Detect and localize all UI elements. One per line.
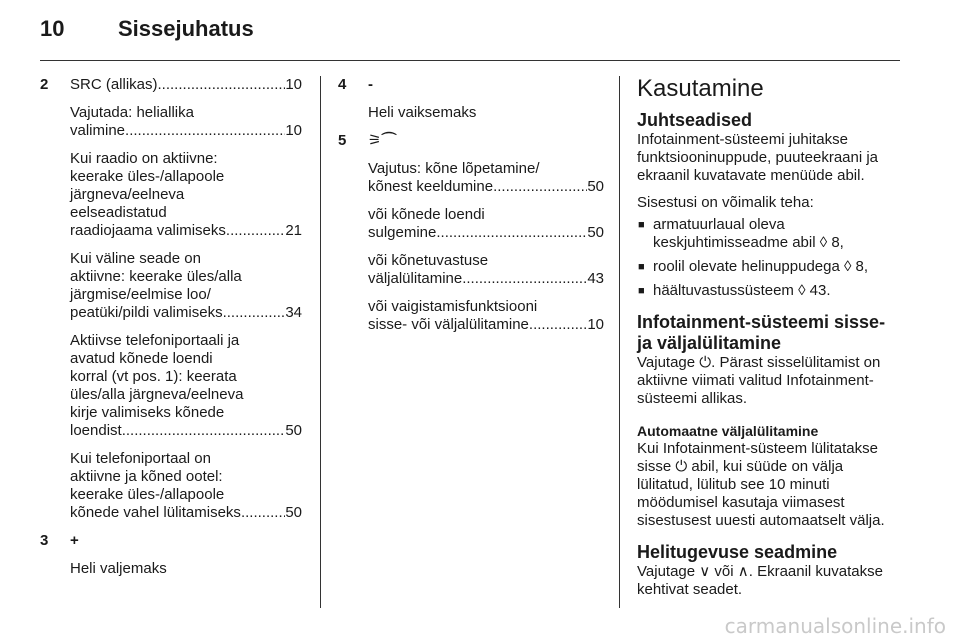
toc-label: kõnest keeldumine [368, 178, 494, 195]
leader-dots [226, 222, 285, 240]
toc-item-line: korral (vt pos. 1): keerata [70, 368, 237, 385]
toc-item-line: avatud kõnede loendi [70, 350, 213, 367]
toc-item [70, 104, 302, 140]
toc-item [368, 252, 604, 288]
controls-text: Infotainment-süsteemi juhitakse funktsiooninuppude, puuteekraani ja ekraanil kuvatavate menüüde abil. [637, 131, 879, 184]
entry-text: Heli vaiksemaks [368, 104, 477, 121]
toc-row [70, 504, 302, 522]
heading-on-off: Infotainment-süsteemi sisse- ja väljalülitamine [637, 312, 886, 353]
toc-row [368, 224, 604, 242]
toc-row [70, 122, 302, 140]
toc-item-line: keerake üles-/allapoole [70, 168, 225, 185]
leader-dots [122, 422, 286, 440]
column-divider-2 [619, 76, 620, 608]
entry-symbol: - [368, 76, 373, 93]
toc-item [70, 332, 302, 440]
heading-volume: Helitugevuse seadmine [637, 542, 838, 562]
toc-item-line: üles/alla järgneva/eelneva [70, 386, 244, 403]
page-reference: 50 [285, 422, 302, 439]
leader-dots [529, 316, 587, 334]
volume-text: Vajutage ∨ või ∧. Ekraanil kuvatakse kehtivat seadet. [637, 563, 883, 598]
page-reference: 10 [285, 76, 302, 93]
page-reference: 43 [587, 270, 604, 287]
page-title: Sissejuhatus [118, 16, 254, 41]
toc-item [70, 150, 302, 240]
entry-2 [40, 76, 302, 522]
entry-4 [338, 76, 604, 122]
column-3 [637, 76, 903, 599]
toc-row [368, 270, 604, 288]
toc-item-line: või kõnede loendi [368, 206, 485, 223]
entry-number: 5 [338, 132, 347, 149]
entry-number: 4 [338, 76, 347, 93]
page-reference: 10 [285, 122, 302, 139]
page-number: 10 [40, 16, 65, 41]
options-intro: Sisestusi on võimalik teha: [637, 194, 814, 211]
entry-3 [40, 532, 302, 578]
auto-off-text: Kui Infotainment-süsteem lülitatakse sisse ⏻ abil, kui süüde on välja lülitatud, lülitub see 10 minuti möödumisel kasutaja viimasest sisestusest uuesti automaatselt välja. [637, 440, 885, 529]
toc-item-line: järgneva/eelneva [70, 186, 185, 203]
toc-item-line: kirje valimiseks kõnede [70, 404, 225, 421]
toc-label: raadiojaama valimiseks [70, 222, 226, 239]
toc-row [368, 178, 604, 196]
toc-item-line: või kõnetuvastuse [368, 252, 489, 269]
page-reference: 10 [587, 316, 604, 333]
heading-auto-off: Automaatne väljalülitamine [637, 423, 819, 439]
toc-item [70, 76, 302, 94]
leader-dots [158, 76, 286, 94]
toc-item-line: aktiivne: keerake üles/alla [70, 268, 242, 285]
entry-5-items [368, 160, 604, 334]
section-title: Kasutamine [637, 75, 764, 102]
toc-item-line: järgmise/eelmise loo/ [70, 286, 211, 303]
toc-label: väljalülitamine [368, 270, 463, 287]
list-item: ■ armatuurlaual oleva keskjuhtimisseadme abil ◊ 8, [637, 216, 903, 252]
toc-row [70, 222, 302, 240]
list-item: ■ häältuvastussüsteem ◊ 43. [637, 282, 903, 300]
page-reference: 34 [285, 304, 302, 321]
heading-controls: Juhtseadised [637, 110, 753, 130]
toc-label: peatüki/pildi valimiseks [70, 304, 223, 321]
toc-item-line: Vajutus: kõne lõpetamine/ [368, 160, 540, 177]
toc-item [70, 450, 302, 522]
toc-row [70, 304, 302, 322]
column-2 [338, 76, 604, 344]
list-item: ■ roolil olevate helinuppudega ◊ 8, [637, 258, 903, 276]
toc-row [70, 76, 302, 94]
toc-item-line: Kui väline seade on [70, 250, 201, 267]
leader-dots [223, 304, 286, 322]
toc-label: sisse- või väljalülitamine [368, 316, 529, 333]
toc-item-line: keerake üles-/allapoole [70, 486, 225, 503]
toc-item-line: aktiivne ja kõned ootel: [70, 468, 223, 485]
toc-label: sulgemine [368, 224, 437, 241]
toc-row [368, 316, 604, 334]
toc-item [368, 298, 604, 334]
leader-dots [125, 122, 285, 140]
entry-text: Heli valjemaks [70, 560, 167, 577]
toc-item [368, 206, 604, 242]
toc-label: kõnede vahel lülitamiseks [70, 504, 241, 521]
page-reference: 21 [285, 222, 302, 239]
on-off-text: Vajutage ⏻. Pärast sisselülitamist on aktiivne viimati valitud Infotainment-süsteemi allikas. [637, 354, 881, 407]
entry-symbol: + [70, 532, 79, 549]
entry-number: 3 [40, 532, 49, 549]
toc-label: valimine [70, 122, 126, 139]
toc-label: SRC (allikas) [70, 76, 158, 93]
entry-5 [338, 132, 604, 334]
leader-dots [241, 504, 285, 522]
toc-item [70, 250, 302, 322]
header-rule [40, 60, 900, 61]
toc-item-line: eelseadistatud [70, 204, 167, 221]
toc-item-line: Aktiivse telefoniportaali ja [70, 332, 240, 349]
leader-dots [462, 270, 587, 288]
toc-item-line: või vaigistamisfunktsiooni [368, 298, 538, 315]
toc-item-line: Kui telefoniportaal on [70, 450, 211, 467]
column-1 [40, 76, 302, 588]
entry-number: 2 [40, 76, 49, 93]
toc-item-line: Kui raadio on aktiivne: [70, 150, 218, 167]
toc-item-line: Vajutada: heliallika [70, 104, 194, 121]
toc-item [368, 160, 604, 196]
phone-end-icon: ⚞⌒ [368, 132, 397, 149]
leader-dots [493, 178, 587, 196]
watermark: carmanualsonline.info [724, 614, 946, 638]
toc-row [70, 422, 302, 440]
page-reference: 50 [587, 178, 604, 195]
page-reference: 50 [285, 504, 302, 521]
leader-dots [436, 224, 587, 242]
input-options-list [637, 216, 903, 300]
toc-label: loendist [70, 422, 122, 439]
entry-2-items [70, 76, 302, 522]
page-reference: 50 [587, 224, 604, 241]
page-header [40, 16, 908, 56]
column-divider-1 [320, 76, 321, 608]
